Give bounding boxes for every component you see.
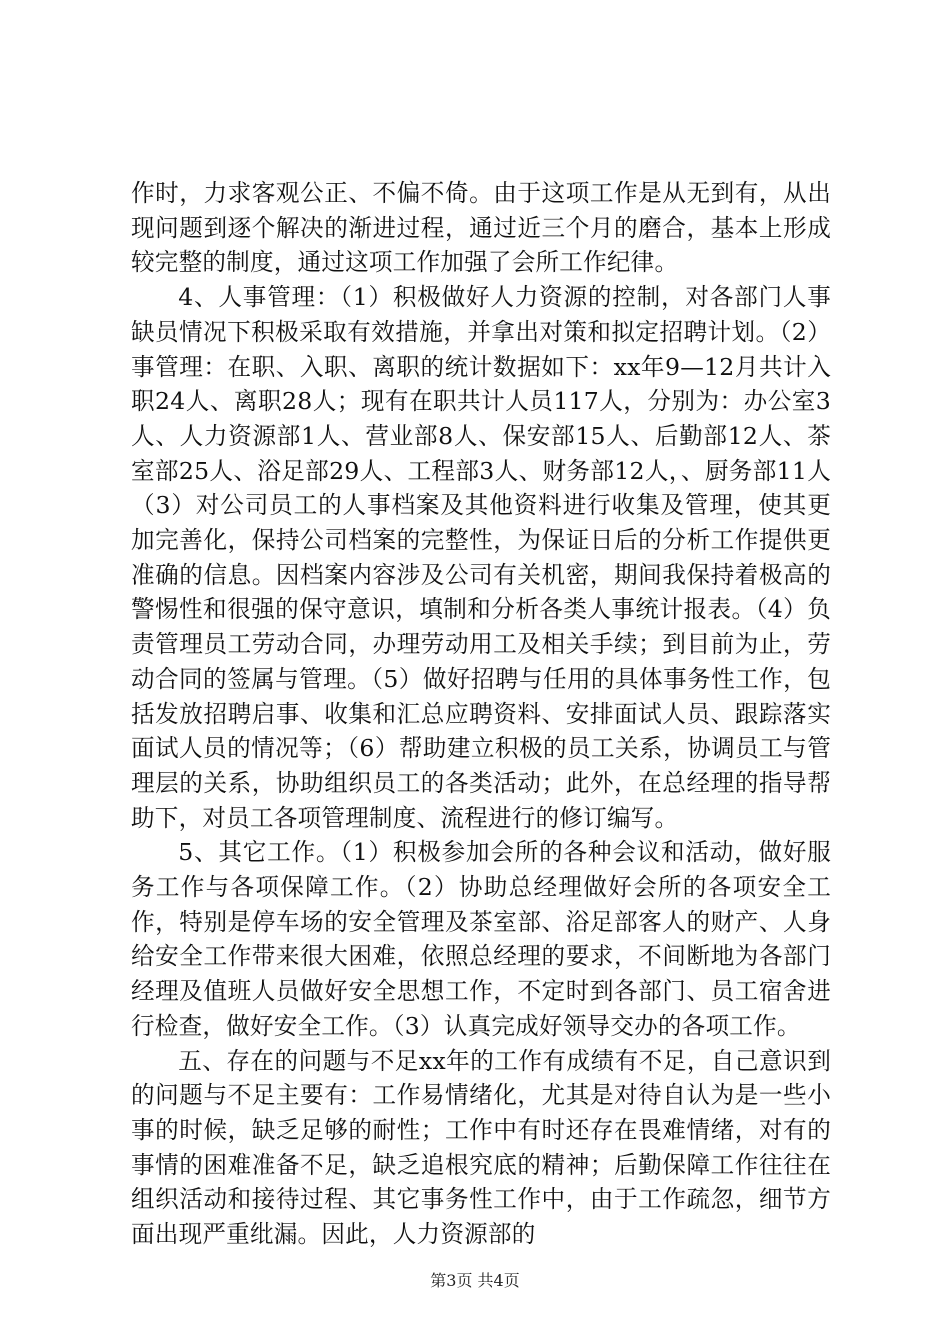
document-body <box>131 176 831 1252</box>
page-number-footer: 第3页 共4页 <box>430 1271 520 1290</box>
paragraph-problems-shortcomings: 五、存在的问题与不足xx年的工作有成绩有不足，自己意识到的问题与不足主要有：工作易情绪化，尤其是对待自认为是一些小事的时候，缺乏足够的耐性；工作中有时还存在畏难情绪，对有的事情的困难准备不足，缺乏追根究底的精神；后勤保障工作往往在组织活动和接待过程、其它事务性工作中，由于工作疏忽，细节方面出现严重纰漏。因此，人力资源部的 <box>131 1046 831 1249</box>
paragraph-continuation: 作时，力求客观公正、不偏不倚。由于这项工作是从无到有，从出现问题到逐个解决的渐进过程，通过近三个月的磨合，基本上形成较完整的制度，通过这项工作加强了会所工作纪律。 <box>131 179 831 277</box>
paragraph-personnel-management: 4、人事管理：（1）积极做好人力资源的控制，对各部门人事缺员情况下积极采取有效措施，并拿出对策和拟定招聘计划。（2）事管理：在职、入职、离职的统计数据如下：xx年9—12月共计入职24人、离职28人；现有在职共计人员117人，分别为：办公室3人、人力资源部1人、营业部8人、保安部15人、后勤部12人、茶室部25人、浴足部29人、工程部3人、财务部12人，、厨务部11人（3）对公司员工的人事档案及其他资料进行收集及管理，使其更加完善化，保持公司档案的完整性，为保证日后的分析工作提供更准确的信息。因档案内容涉及公司有关机密，期间我保持着极高的警惕性和很强的保守意识，填制和分析各类人事统计报表。（4）负责管理员工劳动合同，办理劳动用工及相关手续；到目前为止，劳动合同的签属与管理。（5）做好招聘与任用的具体事务性工作，包括发放招聘启事、收集和汇总应聘资料、安排面试人员、跟踪落实面试人员的情况等；（6）帮助建立积极的员工关系，协调员工与管理层的关系，协助组织员工的各类活动；此外，在总经理的指导帮助下，对员工各项管理制度、流程进行的修订编写。 <box>131 283 831 832</box>
paragraph-other-work: 5、其它工作。（1）积极参加会所的各种会议和活动，做好服务工作与各项保障工作。（2）协助总经理做好会所的各项安全工作，特别是停车场的安全管理及茶室部、浴足部客人的财产、人身给安全工作带来很大困难，依照总经理的要求，不间断地为各部门经理及值班人员做好安全思想工作，不定时到各部门、员工宿舍进行检查，做好安全工作。（3）认真完成好领导交办的各项工作。 <box>131 838 831 1040</box>
